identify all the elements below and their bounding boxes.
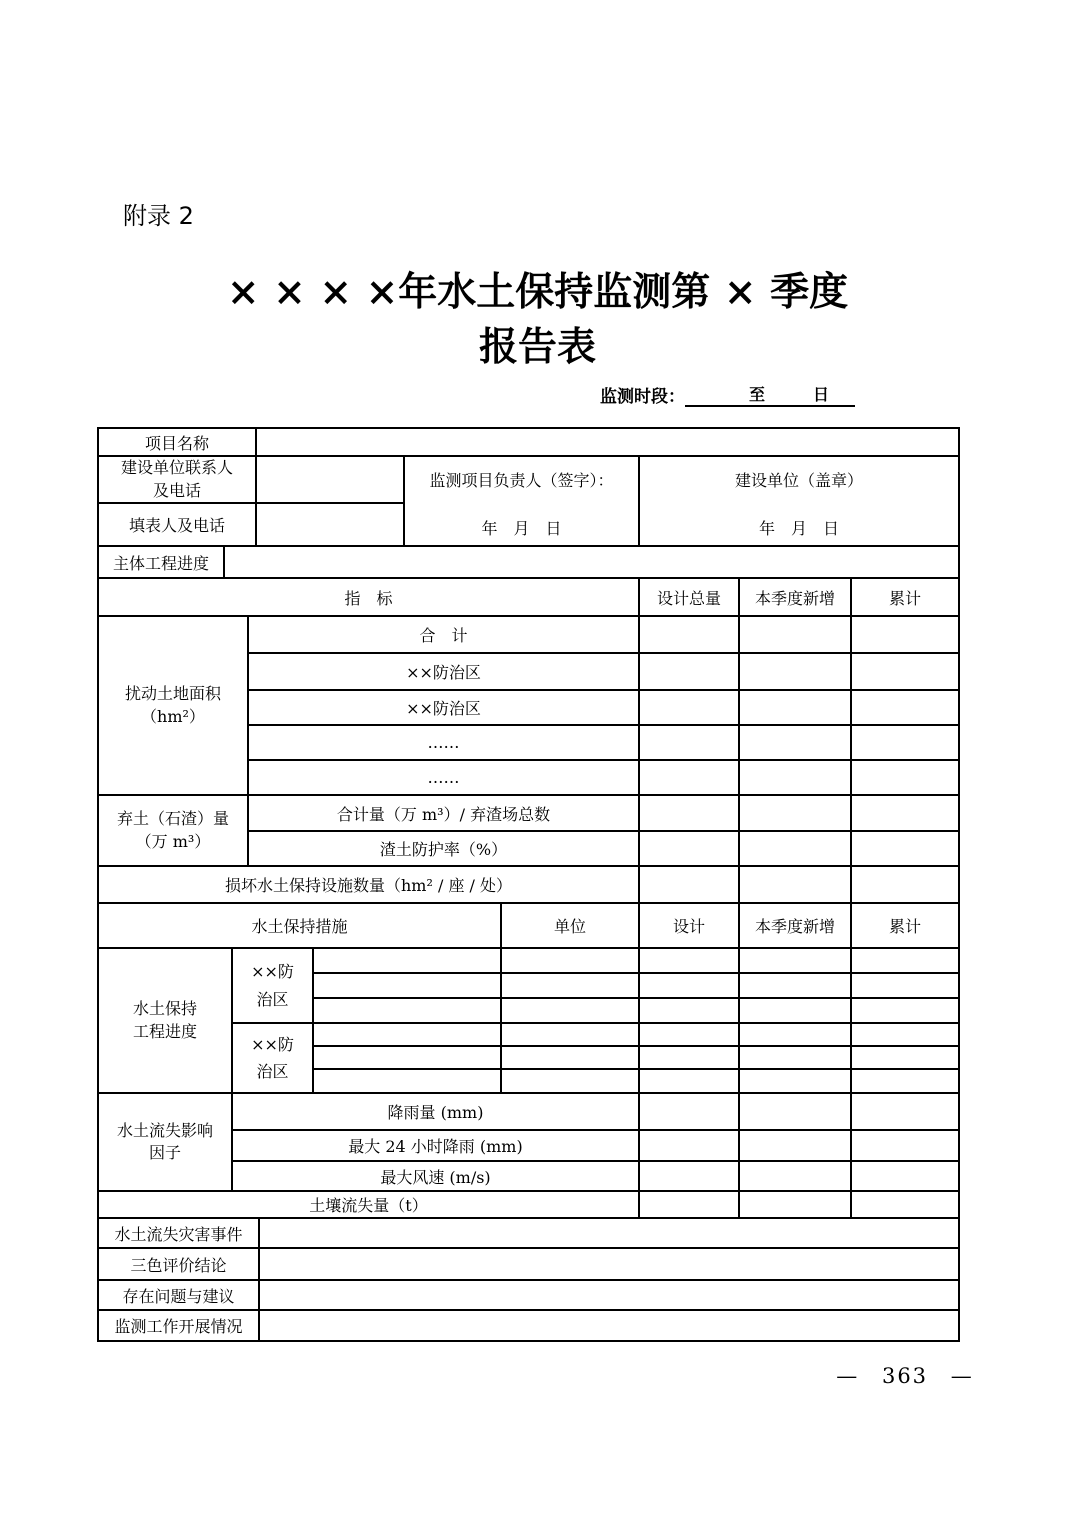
design-total-cell [640,1094,740,1131]
design-total-cell [640,654,740,691]
quarter-new-cell [740,796,852,832]
quarter-new-cell [740,949,852,974]
problems-suggestions-row [99,1281,960,1311]
form-filler-row [99,504,405,547]
table-row [314,999,960,1024]
cumulative-header: 累计 [852,904,960,949]
cumulative-header: 累计 [852,579,960,617]
erosion-factors-label [99,1094,233,1192]
monitoring-period-blank: 至 日 [685,382,855,407]
owner-contact-label-line2: 及电话 [152,480,201,500]
owner-contact-row [99,457,405,504]
page-number: — 363 — [836,1364,974,1388]
cumulative-cell [852,691,960,726]
owner-contact-label-line1: 建设单位联系人 [120,458,233,478]
disturbed-land-subrow-label: ××防治区 [249,654,640,691]
cumulative-cell [852,1131,960,1162]
owner-seal-cell [640,457,960,547]
table-row [249,796,960,832]
measure-name-cell [314,974,502,999]
spoil-subrow-label: 渣土防护率（%） [249,832,640,867]
disaster-events-value [260,1219,960,1249]
form-filler-value [257,504,405,547]
spoil-subrow-label: 合计量（万 m³）/ 弃渣场总数 [249,796,640,832]
disturbed-land-subrow-label: …… [249,761,640,796]
tricolor-evaluation-label: 三色评价结论 [99,1249,260,1281]
quarter-new-cell [740,1192,852,1219]
table-row [314,974,960,999]
table-row [249,617,960,654]
design-total-cell [640,1131,740,1162]
damaged-facilities-label: 损坏水土保持设施数量（hm² / 座 / 处） [99,867,640,904]
quarter-new-cell [740,1162,852,1192]
table-row [249,654,960,691]
design-cell [640,949,740,974]
erosion-factors-label-line1: 水土流失影响 [116,1120,213,1140]
quarter-new-header: 本季度新增 [740,904,852,949]
contacts-sign-block [99,457,960,547]
quarter-new-cell [740,691,852,726]
design-cell [640,974,740,999]
document-title-line1: × × × ×年水土保持监测第 × 季度 [226,269,849,315]
unit-cell [502,999,640,1024]
design-cell [640,1024,740,1047]
disturbed-land-label-line1: 扰动土地面积 [124,684,221,704]
zone1-label [233,949,314,1024]
quarter-new-cell [740,1131,852,1162]
quarter-new-cell [740,1070,852,1094]
cumulative-cell [852,726,960,761]
table-row [233,1162,960,1192]
measures-header-label: 水土保持措施 [99,904,502,949]
spoil-label-line2: （万 m³） [135,831,211,851]
monitor-leader-date: 年 月 日 [481,519,562,538]
quarter-new-cell [740,726,852,761]
cumulative-cell [852,1094,960,1131]
design-total-cell [640,1192,740,1219]
zone-group-1 [233,949,960,1024]
cumulative-cell [852,1162,960,1192]
zone-group-2 [233,1024,960,1094]
design-total-cell [640,691,740,726]
design-total-cell [640,1162,740,1192]
design-cell [640,999,740,1024]
quarter-new-cell [740,1094,852,1131]
design-header: 设计 [640,904,740,949]
main-progress-row [99,547,960,579]
disturbed-land-subrow-label: 合 计 [249,617,640,654]
measure-name-cell [314,999,502,1024]
unit-cell [502,1047,640,1070]
monitoring-work-row [99,1311,960,1342]
quarter-new-cell [740,832,852,867]
disturbed-land-label-line2: （hm²） [141,706,205,726]
design-total-cell [640,617,740,654]
cumulative-cell [852,832,960,867]
quarter-new-cell [740,1024,852,1047]
table-row [249,726,960,761]
table-row [314,949,960,974]
owner-seal-date: 年 月 日 [758,519,839,538]
table-row [249,832,960,867]
factor-label: 降雨量 (mm) [233,1094,640,1131]
table-row [314,1047,960,1070]
tricolor-evaluation-row [99,1249,960,1281]
problems-suggestions-value [260,1281,960,1311]
main-progress-value [225,547,960,579]
owner-contact-value [257,457,405,504]
disaster-events-row [99,1219,960,1249]
owner-contact-label [99,457,257,504]
soil-loss-row [99,1192,960,1219]
conservation-progress-label-line2: 工程进度 [132,1021,197,1041]
cumulative-cell [852,796,960,832]
cumulative-cell [852,1024,960,1047]
quarter-new-cell [740,761,852,796]
quarter-new-cell [740,867,852,904]
monitoring-period-label: 监测时段： [600,387,685,407]
owner-seal-label: 建设单位（盖章） [734,471,863,490]
design-total-cell [640,832,740,867]
disturbed-land-subrow-label: …… [249,726,640,761]
disaster-events-label: 水土流失灾害事件 [99,1219,260,1249]
measure-name-cell [314,949,502,974]
zone2-label-line2: 治区 [256,1062,289,1081]
table-row [233,1094,960,1131]
unit-cell [502,1070,640,1094]
unit-cell [502,1024,640,1047]
design-total-cell [640,726,740,761]
table-row [314,1070,960,1094]
cumulative-cell [852,761,960,796]
erosion-factors-section [99,1094,960,1192]
unit-header: 单位 [502,904,640,949]
report-form-table [97,427,960,1342]
quarter-new-cell [740,999,852,1024]
project-name-label: 项目名称 [99,429,257,457]
quarter-new-cell [740,1047,852,1070]
disturbed-land-subrow-label: ××防治区 [249,691,640,726]
damaged-facilities-row [99,867,960,904]
zone1-label-line2: 治区 [256,989,289,1009]
monitoring-period [600,382,855,407]
design-total-cell [640,867,740,904]
soil-loss-label: 土壤流失量（t） [99,1192,640,1219]
tricolor-evaluation-value [260,1249,960,1281]
spoil-section [99,796,960,867]
monitoring-work-label: 监测工作开展情况 [99,1311,260,1342]
cumulative-cell [852,999,960,1024]
monitor-leader-sign-cell [405,457,640,547]
unit-cell [502,949,640,974]
zone2-label-line1: ××防 [251,1034,294,1054]
design-total-header: 设计总量 [640,579,740,617]
project-name-row [99,429,960,457]
monitoring-work-value [260,1311,960,1342]
spoil-label [99,796,249,867]
table-row [249,691,960,726]
cumulative-cell [852,617,960,654]
indicator-header-label: 指 标 [99,579,640,617]
problems-suggestions-label: 存在问题与建议 [99,1281,260,1311]
conservation-progress-section [99,949,960,1094]
document-title-line2: 报告表 [478,324,596,370]
table-row [249,761,960,796]
quarter-new-cell [740,974,852,999]
appendix-label: 附录 2 [123,202,194,230]
cumulative-cell [852,1192,960,1219]
design-total-cell [640,796,740,832]
cumulative-cell [852,1047,960,1070]
design-total-cell [640,761,740,796]
design-cell [640,1070,740,1094]
erosion-factors-label-line2: 因子 [148,1143,181,1162]
spoil-label-line1: 弃土（石渣）量 [116,809,229,829]
factor-label: 最大 24 小时降雨 (mm) [233,1131,640,1162]
conservation-progress-label-line1: 水土保持 [132,999,197,1019]
measures-header-row [99,904,960,949]
main-progress-label: 主体工程进度 [99,547,225,579]
disturbed-land-label [99,617,249,796]
cumulative-cell [852,867,960,904]
monitor-leader-label: 监测项目负责人（签字）： [429,471,614,490]
cumulative-cell [852,654,960,691]
zone1-label-line1: ××防 [251,962,294,982]
cumulative-cell [852,974,960,999]
disturbed-land-section [99,617,960,796]
quarter-new-cell [740,617,852,654]
factor-label: 最大风速 (m/s) [233,1162,640,1192]
indicator-header-row [99,579,960,617]
quarter-new-cell [740,654,852,691]
cumulative-cell [852,1070,960,1094]
measure-name-cell [314,1070,502,1094]
measure-name-cell [314,1047,502,1070]
zone2-label [233,1024,314,1094]
design-cell [640,1047,740,1070]
table-row [314,1024,960,1047]
table-row [233,1131,960,1162]
measure-name-cell [314,1024,502,1047]
cumulative-cell [852,949,960,974]
conservation-progress-label [99,949,233,1094]
project-name-value [257,429,960,457]
quarter-new-header: 本季度新增 [740,579,852,617]
form-filler-label: 填表人及电话 [99,504,257,547]
unit-cell [502,974,640,999]
